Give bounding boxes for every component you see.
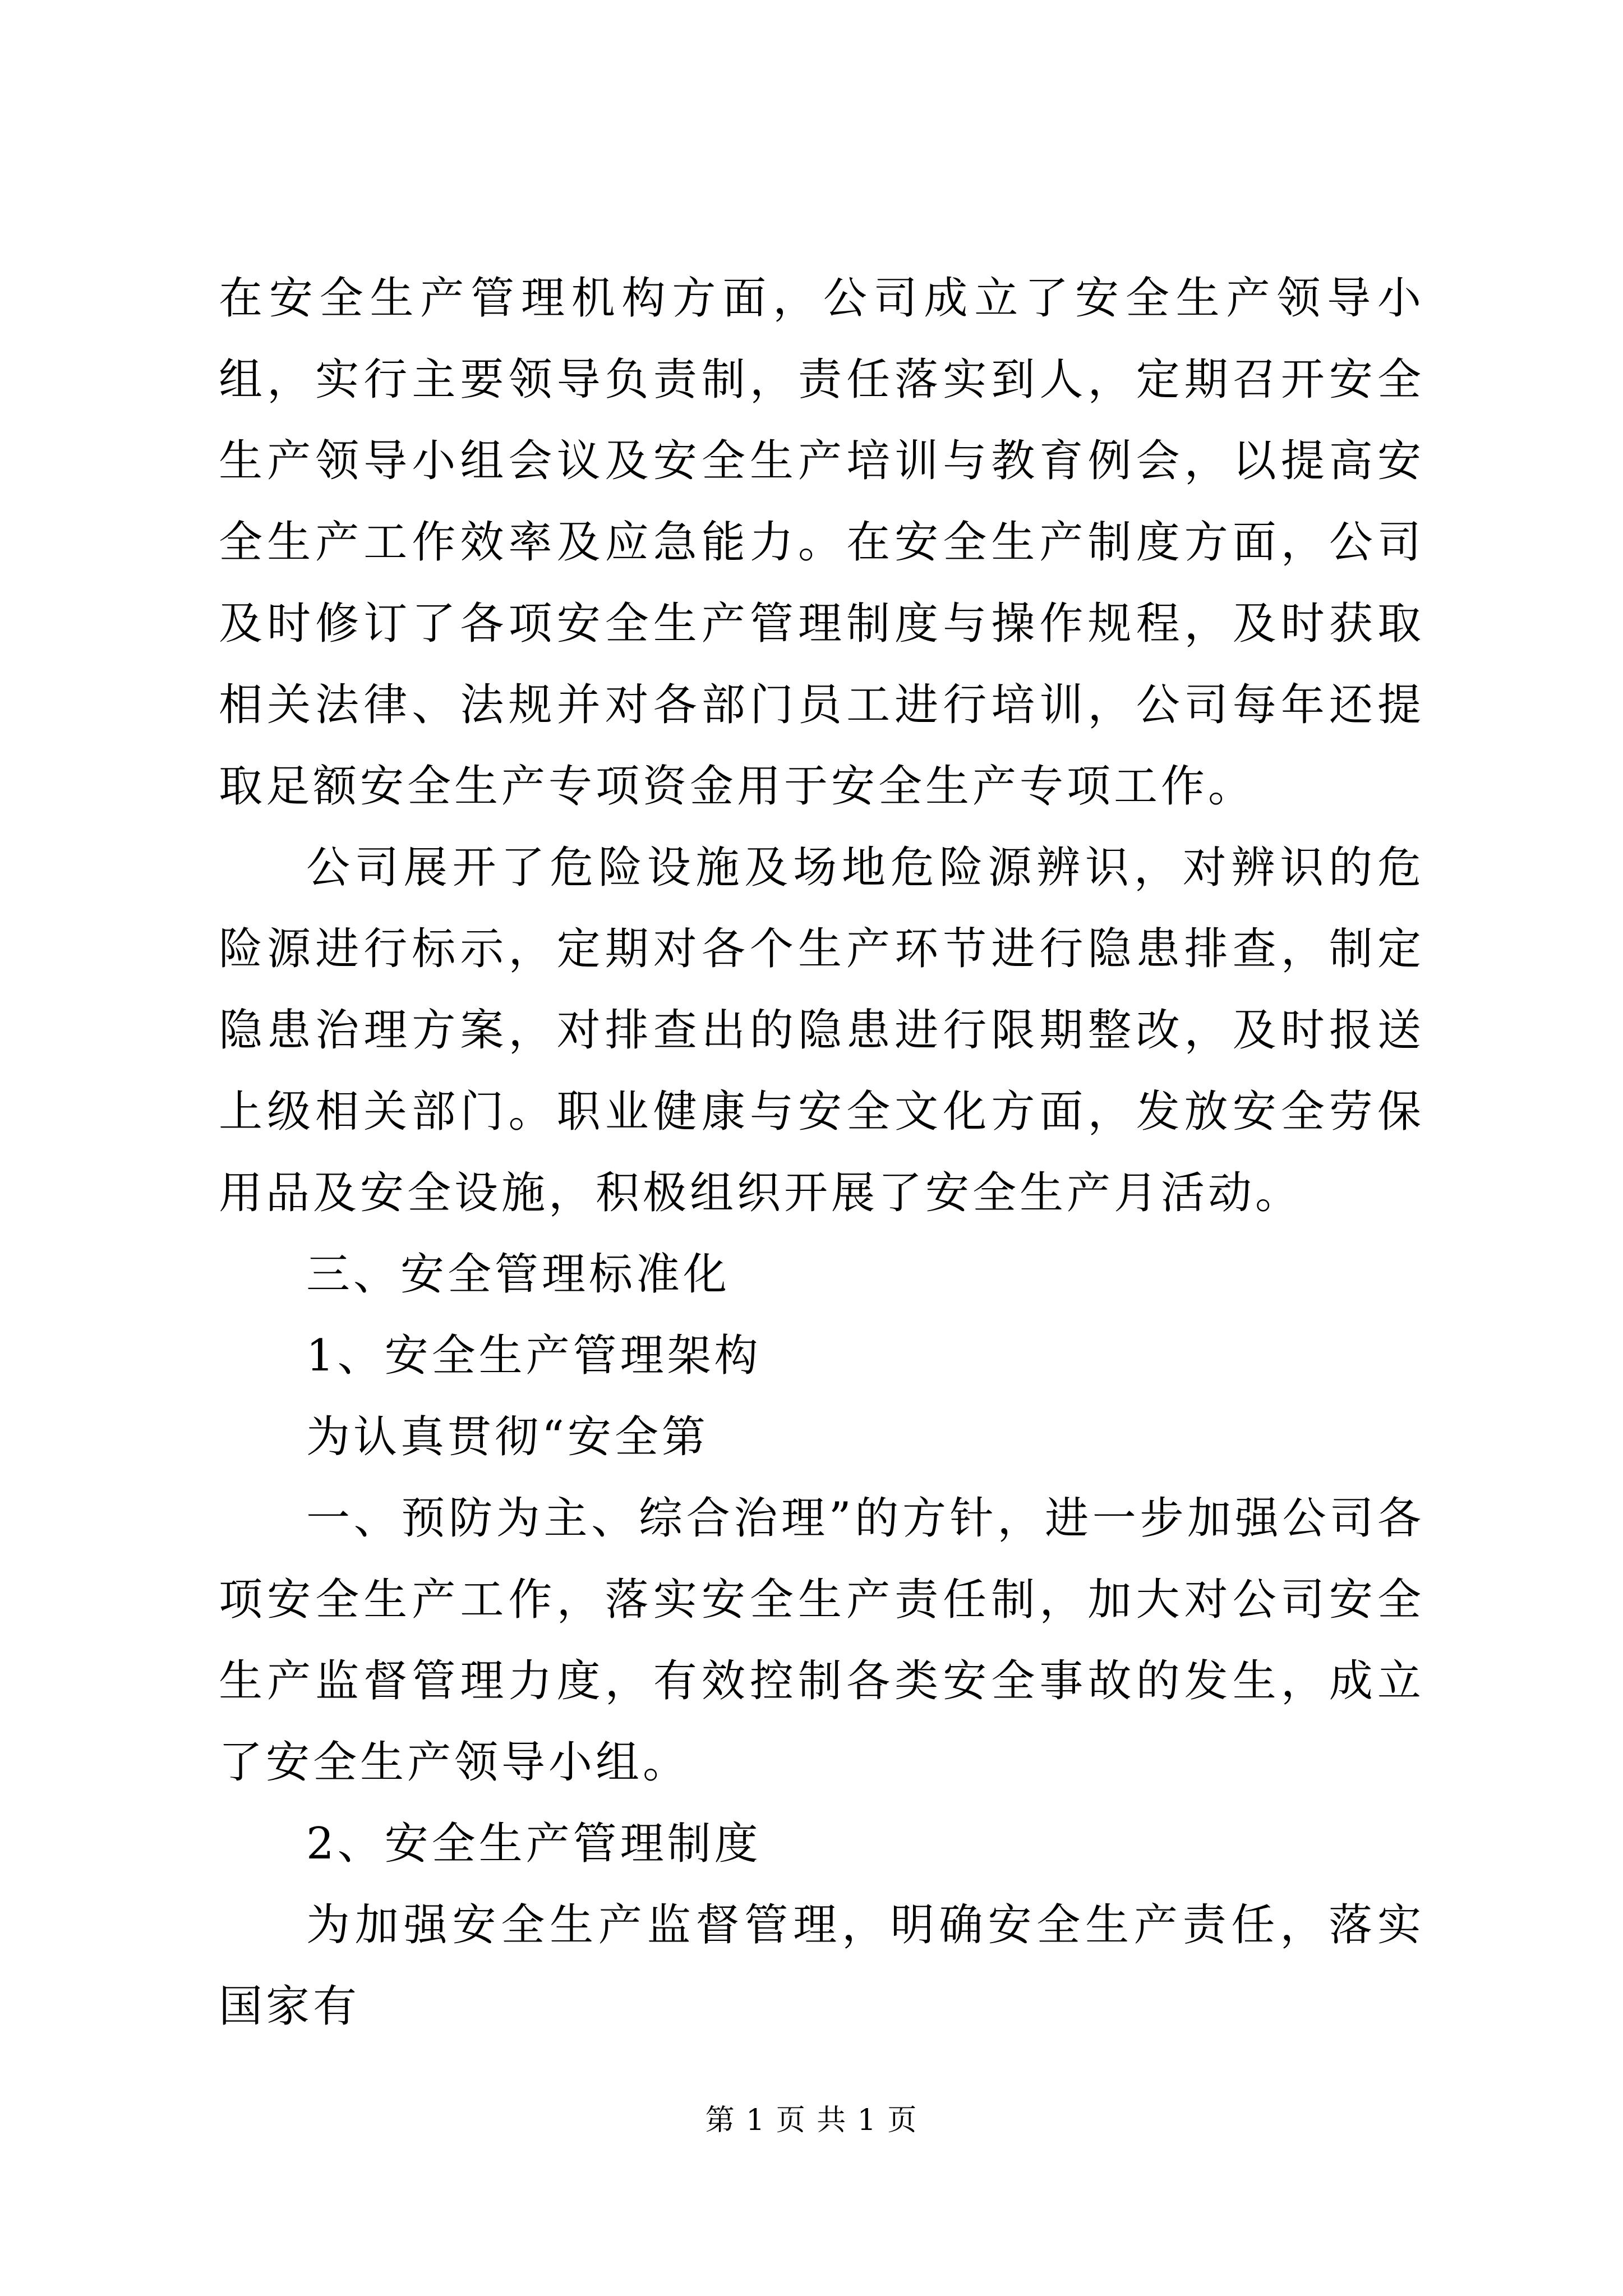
- subsection-heading-2: 2、安全生产管理制度: [306, 1819, 762, 1869]
- paragraph-3: 为认真贯彻“安全第: [306, 1412, 709, 1462]
- page-footer: 第 1 页 共 1 页: [705, 2104, 918, 2137]
- document-body: [219, 258, 1424, 2047]
- paragraph-5: 为加强安全生产监督管理，明确安全生产责任，落实国家有: [219, 1900, 1424, 2032]
- paragraph-2: 公司展开了危险设施及场地危险源辨识，对辨识的危险源进行标示，定期对各个生产环节进行隐患排查，制定隐患治理方案，对排查出的隐患进行限期整改，及时报送上级相关部门。职业健康与安全文化方面，发放安全劳保用品及安全设施，积极组织开展了安全生产月活动。: [219, 843, 1424, 1218]
- paragraph-4: 一、预防为主、综合治理”的方针，进一步加强公司各项安全生产工作，落实安全生产责任制，加大对公司安全生产监督管理力度，有效控制各类安全事故的发生，成立了安全生产领导小组。: [219, 1493, 1424, 1788]
- paragraph-1: 在安全生产管理机构方面，公司成立了安全生产领导小组，实行主要领导负责制，责任落实到人，定期召开安全生产领导小组会议及安全生产培训与教育例会，以提高安全生产工作效率及应急能力。在安全生产制度方面，公司及时修订了各项安全生产管理制度与操作规程，及时获取相关法律、法规并对各部门员工进行培训，公司每年还提取足额安全生产专项资金用于安全生产专项工作。: [219, 273, 1424, 812]
- section-heading: 三、安全管理标准化: [306, 1249, 731, 1300]
- subsection-heading-1: 1、安全生产管理架构: [306, 1331, 762, 1381]
